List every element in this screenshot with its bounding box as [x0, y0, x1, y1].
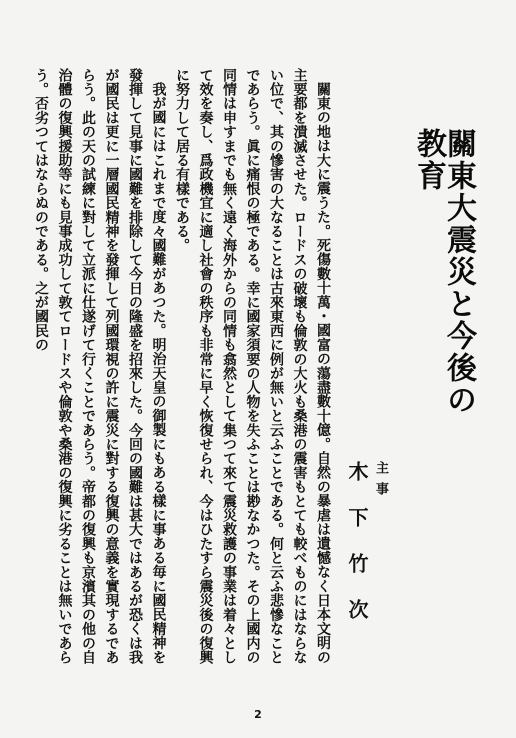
author-name: 木下竹次 [345, 461, 369, 645]
article-body [33, 68, 334, 678]
article-title: 關東大震災と今後の教育 [411, 128, 476, 416]
author-role: 主事 [373, 461, 388, 503]
page-number: 2 [254, 708, 262, 721]
body-paragraph-1: 關東の地は大に震うた。死傷數十萬・國富の蕩盡數十億。自然の暴虐は遺憾なく日本文明の主要都を潰滅させた。ロードスの破壞も倫敦の大火も桑港の震害もとても較べものにはならない位で、其の慘害の大なることは古來東西に例が無いと云ふことである。何と云ふ悲慘なことであらう。眞に痛恨の極である。幸に國家須要の人物を失ふことは尠なかつた。その上國内の同情は申すまでも無く遠く海外からの同情も翕然として集つて來て震災救護の事業は着々として效を奏し、爲政機宜に適し社會の秩序も非常に早く恢復せられ、今はひたすら震災後の復興に努力して居る有樣である。 [174, 68, 331, 665]
body-paragraph-2: 我が國にはこれまで度々國難があつた。明治天皇の御製にもある樣に事ある毎に國民精神を發揮して見事に國難を排除して今日の隆盛を招來した。今回の國難は甚大ではあるが恐くは我が國民は更に一層國民精神を發揮して列國環視の許に震災に對する復興の意義を實現するであらう。此の天の試練に對して立派に仕遂げて行くことであらう。帝都の復興も京濱其の他の自治體の復興援助等にも見事成功して敦てロードスや倫敦や桑港の復興に劣ることは無いであらう。否劣つてはならぬのである。之が國民の [33, 68, 167, 665]
